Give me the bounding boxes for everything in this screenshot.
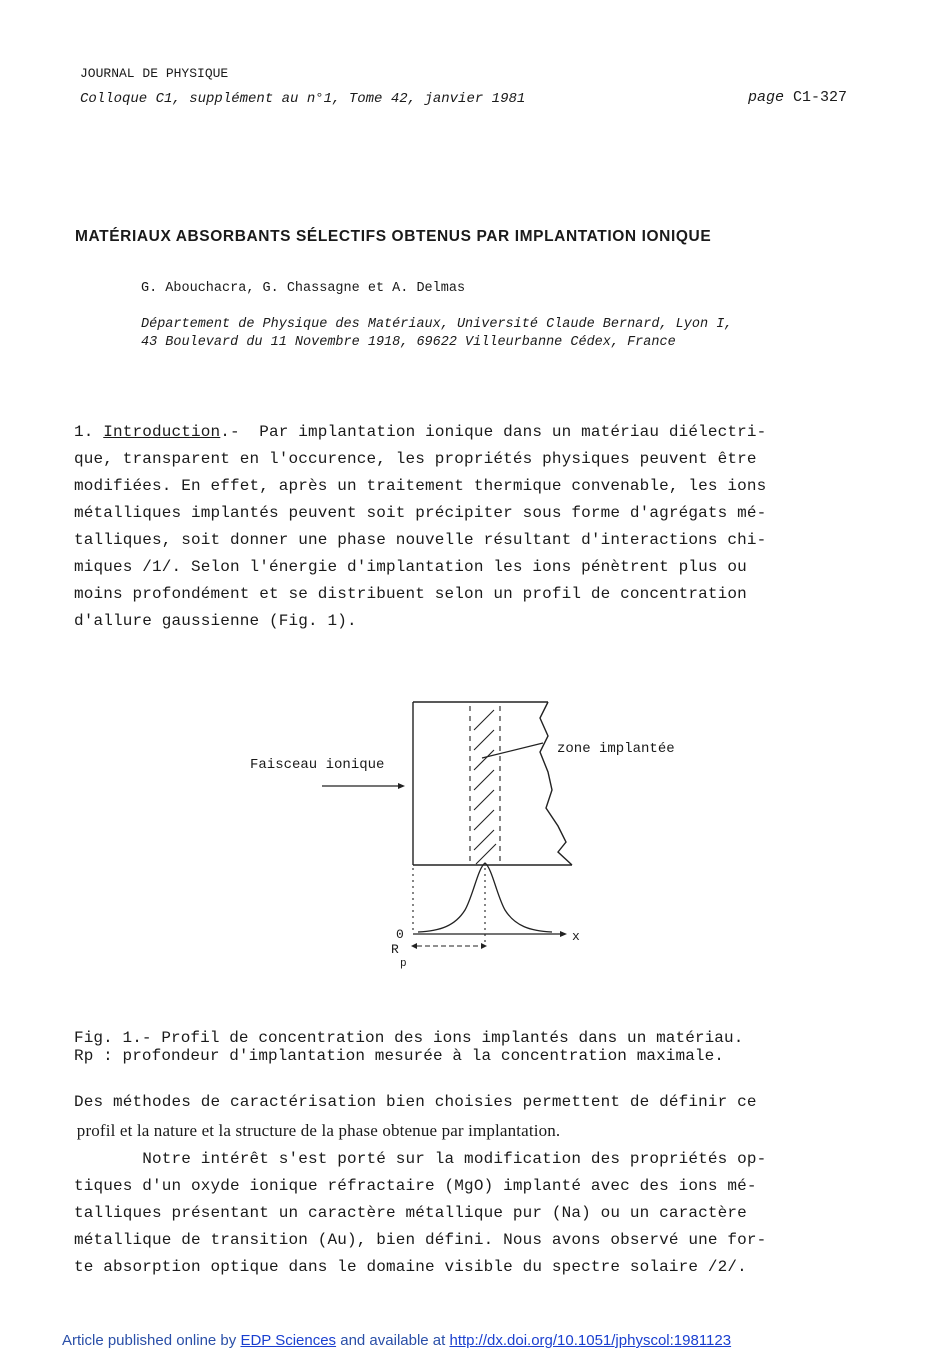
implanted-zone — [470, 706, 500, 865]
body-line: profil et la nature et la structure de la phase obtenue par implantation. — [68, 1121, 561, 1140]
section-number: 1. — [74, 423, 104, 441]
intro-line: talliques, soit donner une phase nouvelle résultant d'interactions chi- — [74, 531, 767, 549]
affiliation-line-2: 43 Boulevard du 11 Novembre 1918, 69622 Villeurbanne Cédex, France — [141, 335, 676, 350]
intro-line: moins profondément et se distribuent selon un profil de concentration — [74, 585, 747, 603]
zone-leader — [482, 743, 543, 758]
body-line: Notre intérêt s'est porté sur la modification des propriétés op- — [74, 1150, 767, 1168]
origin-label: 0 — [396, 927, 404, 942]
page-number-value: C1-327 — [793, 89, 848, 106]
intro-line: miques /1/. Selon l'énergie d'implantation les ions pénètrent plus ou — [74, 558, 747, 576]
intro-first-line-text: .- Par implantation ionique dans un matériau diélectri- — [220, 423, 767, 441]
gaussian-profile — [418, 863, 552, 932]
article-authors: G. Abouchacra, G. Chassagne et A. Delmas — [141, 281, 466, 296]
body-line: tiques d'un oxyde ionique réfractaire (MgO) implanté avec des ions mé- — [74, 1177, 757, 1195]
page-label: page — [748, 89, 785, 106]
body-line: talliques présentant un caractère métallique pur (Na) ou un caractère — [74, 1204, 747, 1222]
article-title: MATÉRIAUX ABSORBANTS SÉLECTIFS OBTENUS PAR IMPLANTATION IONIQUE — [75, 228, 712, 245]
beam-arrow — [322, 783, 405, 789]
intro-line: d'allure gaussienne (Fig. 1). — [74, 612, 357, 630]
body-line: Des méthodes de caractérisation bien choisies permettent de définir ce — [74, 1093, 757, 1111]
colloque-info: Colloque C1, supplément au n°1, Tome 42, janvier 1981 — [80, 91, 526, 107]
publication-footer — [62, 1332, 731, 1349]
doi-link[interactable]: http://dx.doi.org/10.1051/jphyscol:1981123 — [449, 1332, 732, 1349]
section-heading: Introduction — [103, 423, 221, 441]
rp-arrow — [411, 943, 487, 949]
body-line: te absorption optique dans le domaine visible du spectre solaire /2/. — [74, 1258, 747, 1276]
footer-middle: and available at — [336, 1332, 450, 1349]
publisher-link[interactable]: EDP Sciences — [240, 1332, 337, 1349]
rp-label: R — [391, 942, 399, 957]
zone-label: zone implantée — [557, 741, 675, 757]
intro-line: modifiées. En effet, après un traitement thermique convenable, les ions — [74, 477, 767, 495]
rp-subscript: p — [400, 958, 407, 970]
figure-caption-line-1: Fig. 1.- Profil de concentration des ions implantés dans un matériau. — [74, 1029, 744, 1047]
intro-line: métalliques implantés peuvent soit précipiter sous forme d'agrégats mé- — [74, 504, 767, 522]
figure-caption-line-2: Rp : profondeur d'implantation mesurée à la concentration maximale. — [74, 1047, 725, 1065]
intro-line: que, transparent en l'occurence, les propriétés physiques peuvent être — [74, 450, 757, 468]
body-line: métallique de transition (Au), bien défini. Nous avons observé une for- — [74, 1231, 767, 1249]
footer-prefix: Article published online by — [62, 1332, 241, 1349]
affiliation-line-1: Département de Physique des Matériaux, Université Claude Bernard, Lyon I, — [141, 317, 733, 332]
journal-name: JOURNAL DE PHYSIQUE — [80, 66, 229, 81]
sample-block — [413, 702, 572, 865]
beam-label: Faisceau ionique — [250, 757, 385, 773]
x-axis-label: x — [572, 929, 580, 944]
